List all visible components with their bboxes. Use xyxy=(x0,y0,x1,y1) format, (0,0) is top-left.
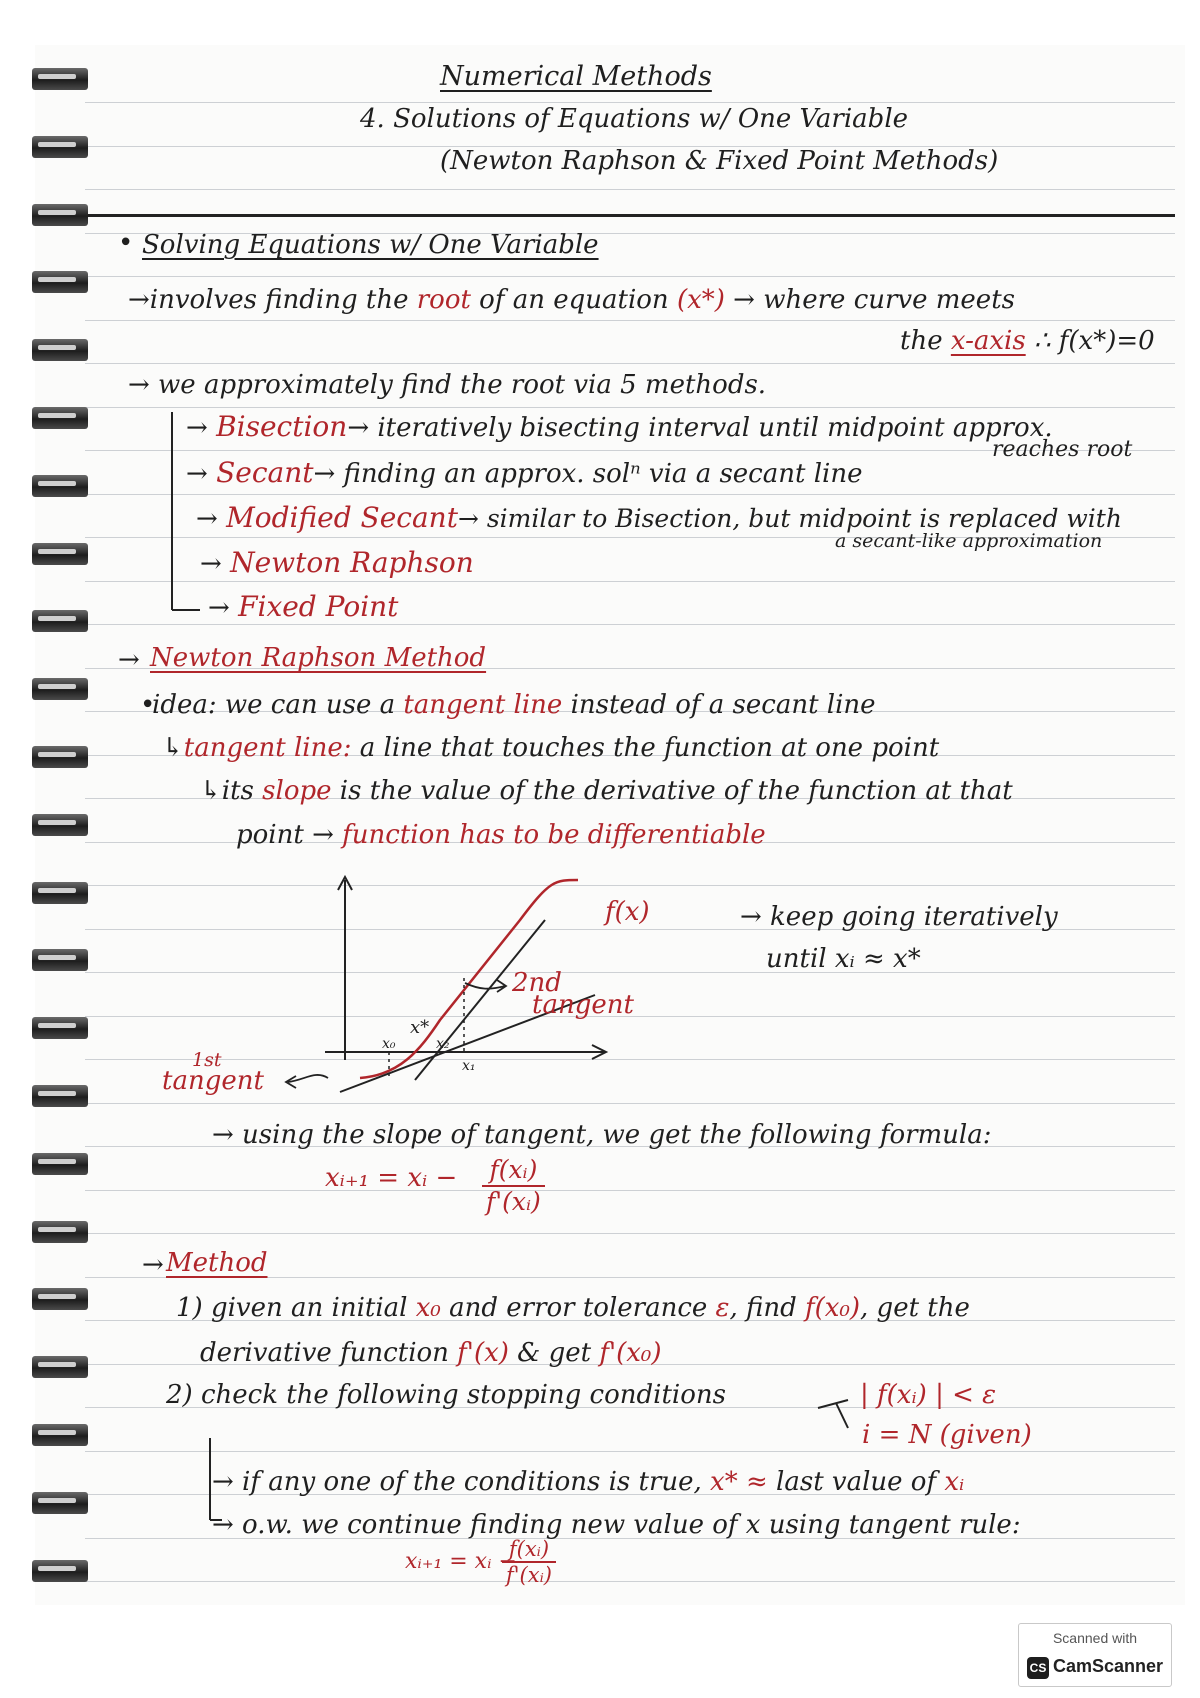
graph-label-2nd-tangent: tangent xyxy=(532,990,634,1020)
graph-note: until xᵢ ≈ x* xyxy=(766,944,921,974)
formula-lhs: xᵢ₊₁ = xᵢ − xyxy=(405,1549,517,1574)
text-line: →involves finding the root of an equation (x*) → where curve meets xyxy=(128,285,1015,315)
formula-intro: → using the slope of tangent, we get the following formula: xyxy=(212,1120,992,1150)
page-title: Numerical Methods xyxy=(440,61,712,92)
step-line: 1) given an initial x₀ and error tolerance ε, find f(x₀), get the xyxy=(176,1293,970,1323)
graph-label-fx: f(x) xyxy=(605,897,650,927)
formula-numerator: f(xᵢ) xyxy=(502,1537,556,1563)
graph-label-1st-tangent: tangent xyxy=(162,1066,264,1096)
formula-denominator: f'(xᵢ) xyxy=(506,1563,552,1587)
section-heading: Solving Equations w/ One Variable xyxy=(142,230,599,260)
text-line: the x-axis ∴ f(x*)=0 xyxy=(900,326,1155,356)
stop-condition: i = N (given) xyxy=(862,1420,1032,1450)
method-item: → Secant→ finding an approx. solⁿ via a secant line xyxy=(186,456,863,489)
graph-label-x2: x₂ xyxy=(436,1036,450,1052)
formula-fraction xyxy=(482,1155,545,1217)
formula-numerator: f(xᵢ) xyxy=(482,1155,545,1187)
watermark-line2: CamScanner xyxy=(1053,1656,1164,1676)
graph-label-2nd: 2nd xyxy=(512,968,562,998)
graph-label-1st: 1st xyxy=(192,1049,222,1071)
formula-fraction xyxy=(502,1537,556,1587)
graph-label-x0: x₀ xyxy=(382,1036,396,1052)
method-item: → Modified Secant→ similar to Bisection, but midpoint is replaced with xyxy=(196,501,1122,534)
stop-condition: | f(xᵢ) | < ε xyxy=(860,1380,997,1410)
method-item-desc2: a secant-like approximation xyxy=(835,530,1103,552)
chapter-title: 4. Solutions of Equations w/ One Variable xyxy=(360,104,909,134)
camscanner-watermark xyxy=(1018,1623,1172,1687)
method-item-desc2: reaches root xyxy=(992,437,1133,462)
text-line: ↳tangent line: a line that touches the function at one point xyxy=(162,733,940,763)
graph-label-x1: x₁ xyxy=(462,1058,476,1074)
graph-note: → keep going iteratively xyxy=(740,902,1058,932)
bullet: • xyxy=(140,690,156,720)
graph-label-xstar: x* xyxy=(410,1017,430,1038)
watermark-line1: Scanned with xyxy=(1052,1630,1138,1646)
text-line: ↳its slope is the value of the derivative of the function at that xyxy=(200,776,1013,806)
branch-line: → if any one of the conditions is true, x* ≈ last value of xᵢ xyxy=(212,1467,965,1497)
step-line: 2) check the following stopping conditions xyxy=(166,1380,726,1410)
text-line: → we approximately find the root via 5 methods. xyxy=(128,370,767,400)
formula-denominator: f'(xᵢ) xyxy=(486,1187,541,1216)
text-line: idea: we can use a tangent line instead of a secant line xyxy=(152,690,876,720)
bullet: • xyxy=(118,228,134,258)
arrow: → xyxy=(118,645,140,675)
chapter-subtitle: (Newton Raphson & Fixed Point Methods) xyxy=(440,146,999,176)
section-heading: Newton Raphson Method xyxy=(150,643,487,673)
step-line: derivative function f'(x) & get f'(x₀) xyxy=(200,1338,662,1368)
text-line: point → function has to be differentiable xyxy=(236,820,766,850)
formula-lhs: xᵢ₊₁ = xᵢ − xyxy=(325,1163,458,1193)
method-item: → Fixed Point xyxy=(208,590,399,623)
section-heading: Method xyxy=(166,1248,268,1278)
branch-line: → o.w. we continue finding new value of x using tangent rule: xyxy=(212,1510,1021,1540)
camscanner-logo-icon: CS xyxy=(1027,1657,1049,1679)
arrow: → xyxy=(142,1250,164,1280)
method-item: → Bisection→ iteratively bisecting interval until midpoint approx. xyxy=(186,410,1053,443)
method-item: → Newton Raphson xyxy=(200,546,474,579)
